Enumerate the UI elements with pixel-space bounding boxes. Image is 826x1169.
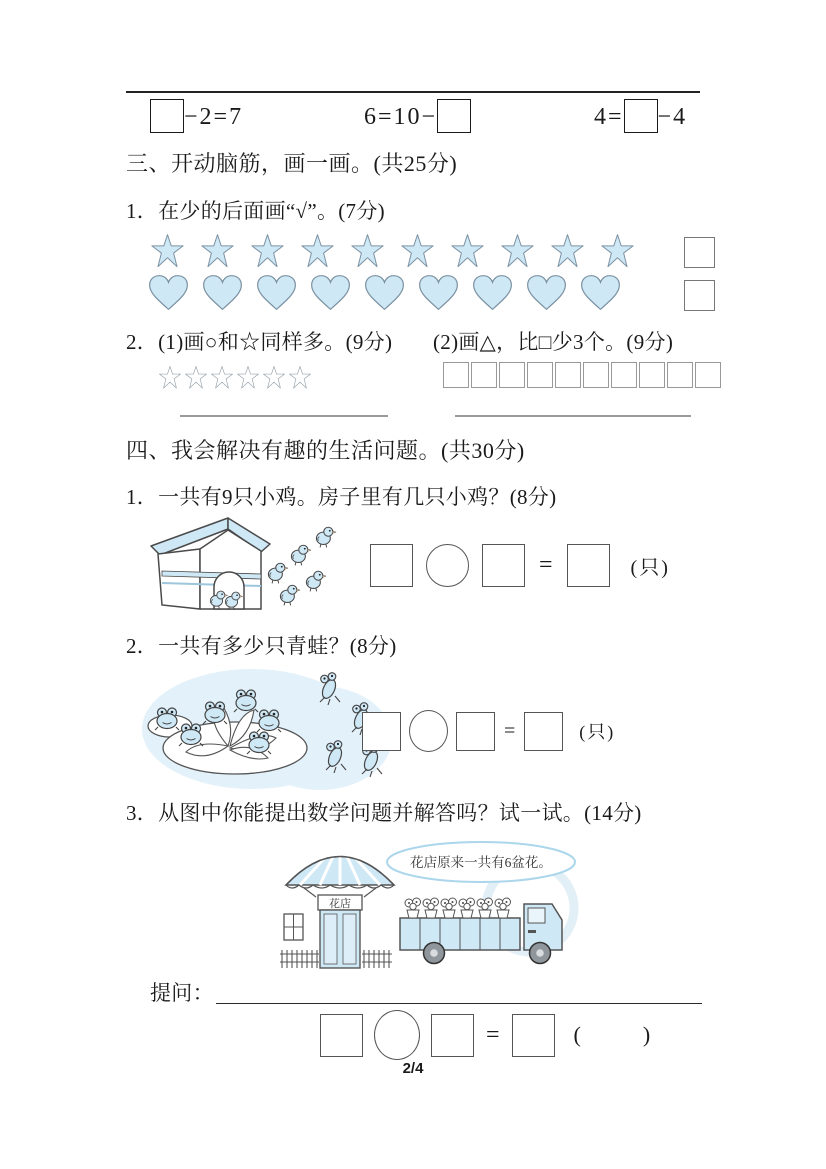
prompt-answer-line[interactable]: [216, 1003, 702, 1004]
outline-stars-row: [158, 366, 312, 389]
equation-2-text: 6=10−: [364, 104, 438, 131]
q4-1-equation: [370, 542, 670, 588]
answer-box[interactable]: [512, 1014, 555, 1057]
draw-area-line-left[interactable]: [180, 415, 388, 417]
chick-icon: [268, 563, 288, 583]
equation-3-text-right: −4: [657, 104, 688, 131]
hearts-row: [148, 274, 621, 311]
equation-3-text-left: 4=: [594, 104, 624, 131]
equation-1-text: −2=7: [184, 104, 244, 131]
square-outline-icon: [667, 362, 693, 388]
chick-icon: [306, 571, 326, 591]
page-number: 2/4: [402, 1060, 424, 1077]
star-icon: [350, 234, 385, 268]
flower-shop-truck-illustration: [278, 840, 584, 976]
question-4-1-text: 1．一共有9只小鸡。房子里有几只小鸡？(8分): [126, 485, 557, 509]
answer-box[interactable]: [362, 712, 401, 751]
answer-box[interactable]: [437, 99, 471, 133]
top-divider: [126, 91, 700, 93]
equals-sign: =: [539, 551, 553, 578]
unit-label: (只): [630, 556, 670, 579]
flower-pot-icon: [423, 898, 439, 918]
square-outline-icon: [443, 362, 469, 388]
answer-box[interactable]: [567, 544, 610, 587]
answer-box[interactable]: [431, 1014, 474, 1057]
chick-icon: [316, 527, 336, 547]
star-icon: [450, 234, 485, 268]
answer-box[interactable]: [320, 1014, 363, 1057]
house-side-wall: [158, 549, 200, 609]
shop-sign-text: 花店: [329, 898, 351, 910]
heart-icon: [256, 274, 297, 311]
question-4-2-text: 2．一共有多少只青蛙？(8分): [126, 634, 397, 658]
q4-2-equation: [362, 710, 615, 752]
heart-icon: [364, 274, 405, 311]
heart-icon: [526, 274, 567, 311]
fence-left: [280, 950, 319, 968]
prompt-label: 提问：: [150, 981, 214, 1005]
truck-windshield: [528, 908, 545, 923]
star-icon: [300, 234, 335, 268]
fence-right: [362, 950, 392, 968]
operator-circle[interactable]: [409, 710, 448, 752]
flower-pot-icon: [405, 898, 421, 918]
stars-answer-box[interactable]: [684, 237, 715, 268]
star-outline-icon: [184, 366, 208, 389]
chick-icon: [280, 585, 300, 605]
section-three-heading: 三、开动脑筋，画一画。(共25分): [126, 151, 458, 176]
star-icon: [200, 234, 235, 268]
star-icon: [250, 234, 285, 268]
heart-icon: [148, 274, 189, 311]
question-3-2a-text: 2．(1)画○和☆同样多。(9分): [126, 330, 393, 354]
unit-label: ( ): [573, 1022, 653, 1047]
heart-icon: [418, 274, 459, 311]
square-outline-icon: [555, 362, 581, 388]
star-icon: [400, 234, 435, 268]
question-3-2b-text: (2)画△，比□少3个。(9分): [433, 330, 674, 354]
flower-pot-icon: [495, 898, 511, 918]
square-outline-icon: [695, 362, 721, 388]
equation-2: [364, 99, 471, 133]
answer-box[interactable]: [482, 544, 525, 587]
stars-row: [150, 234, 635, 268]
unit-label: (只): [579, 722, 616, 742]
answer-box[interactable]: [456, 712, 495, 751]
square-outline-icon: [527, 362, 553, 388]
square-outline-icon: [471, 362, 497, 388]
star-icon: [600, 234, 635, 268]
q4-3-equation: [320, 1010, 652, 1060]
equals-sign: =: [504, 719, 516, 742]
flower-pot-icon: [459, 898, 475, 918]
star-outline-icon: [158, 366, 182, 389]
heart-icon: [472, 274, 513, 311]
draw-area-line-right[interactable]: [455, 415, 691, 417]
equals-sign: =: [486, 1021, 500, 1048]
square-outline-icon: [583, 362, 609, 388]
question-3-1-text: 1．在少的后面画“√”。(7分): [126, 199, 385, 223]
outline-squares-row: [443, 362, 721, 388]
star-icon: [150, 234, 185, 268]
answer-box[interactable]: [524, 712, 563, 751]
square-outline-icon: [499, 362, 525, 388]
heart-icon: [580, 274, 621, 311]
answer-box[interactable]: [150, 99, 184, 133]
equation-3: [594, 99, 687, 133]
operator-circle[interactable]: [426, 544, 469, 587]
star-outline-icon: [210, 366, 234, 389]
answer-box[interactable]: [370, 544, 413, 587]
star-icon: [550, 234, 585, 268]
operator-circle[interactable]: [374, 1010, 420, 1060]
question-4-3-text: 3．从图中你能提出数学问题并解答吗？试一试。(14分): [126, 801, 642, 825]
section-four-heading: 四、我会解决有趣的生活问题。(共30分): [126, 438, 525, 463]
star-outline-icon: [236, 366, 260, 389]
chick-icon: [291, 545, 311, 565]
house-chicks-illustration: [148, 514, 348, 626]
square-outline-icon: [639, 362, 665, 388]
hearts-answer-box[interactable]: [684, 280, 715, 311]
answer-box[interactable]: [624, 99, 658, 133]
equation-1: [150, 99, 243, 133]
heart-icon: [310, 274, 351, 311]
flower-pot-icon: [441, 898, 457, 918]
heart-icon: [202, 274, 243, 311]
square-outline-icon: [611, 362, 637, 388]
star-outline-icon: [288, 366, 312, 389]
speech-bubble-text: 花店原来一共有6盆花。: [410, 855, 552, 870]
frogs-illustration: [140, 666, 395, 792]
star-icon: [500, 234, 535, 268]
star-outline-icon: [262, 366, 286, 389]
